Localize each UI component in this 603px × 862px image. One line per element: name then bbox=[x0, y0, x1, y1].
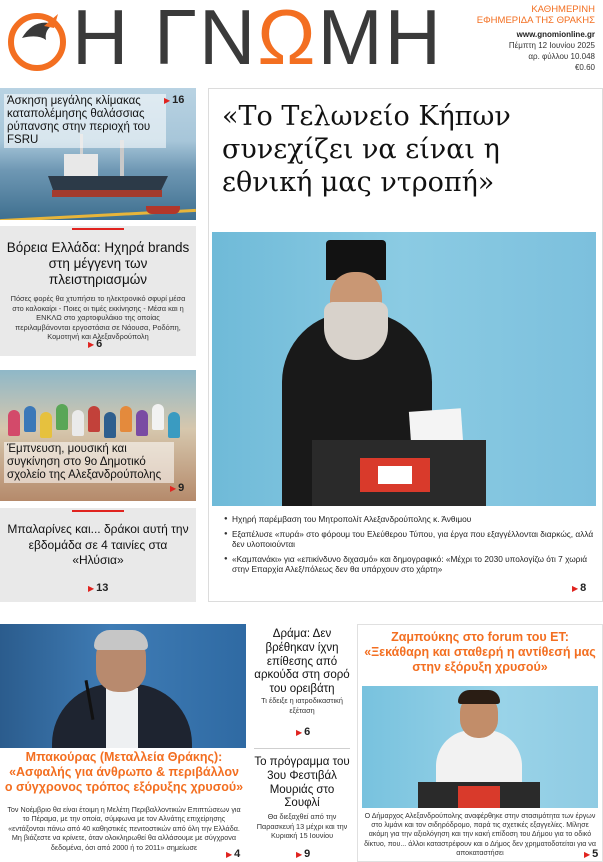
auctions-story-page: ▶ 6 bbox=[88, 338, 103, 350]
child-figure bbox=[56, 404, 68, 430]
child-figure bbox=[88, 406, 100, 432]
mayor-hair bbox=[458, 690, 500, 704]
drama-story-page: ▶ 6 bbox=[296, 726, 311, 738]
child-figure bbox=[104, 412, 116, 438]
school-story-caption[interactable]: Έμπνευση, μουσική και συγκίνηση στο 9ο Δημοτικό σχολείο της Αλεξανδρούπολης bbox=[4, 442, 174, 483]
bakouras-story-title[interactable]: Μπακούρας (Μεταλλεία Θράκης): «Ασφαλής για άνθρωπο & περιβάλλον ο σύγχρονος τρόπος εξόρυξης χρυσού» bbox=[4, 750, 244, 794]
drama-story-body: Τι έδειξε η ιατροδικαστική εξέταση bbox=[261, 696, 343, 715]
page-arrow-icon: ▶ bbox=[584, 850, 591, 859]
child-figure bbox=[168, 412, 180, 438]
ship-hull-stripe bbox=[52, 190, 162, 197]
school-story-page: ▶ 9 bbox=[170, 482, 185, 494]
main-bullets bbox=[224, 514, 594, 579]
child-figure bbox=[24, 406, 36, 432]
lectern-logo-icon bbox=[458, 786, 500, 808]
child-figure bbox=[152, 404, 164, 430]
ship-story-page: ▶ 16 bbox=[164, 94, 185, 106]
main-bullet: ● Εξαπέλυσε «πυρά» στο φόρουμ του Ελεύθερου Τύπου, για έργα που εξαγγέλλονται διαρκώς, αλλά δεν υλοποιούνται bbox=[224, 529, 594, 550]
page-arrow-icon: ▶ bbox=[296, 728, 303, 737]
main-story-page: ▶ 8 bbox=[572, 582, 587, 594]
page-arrow-icon: ▶ bbox=[572, 584, 579, 593]
drama-story-title[interactable]: Δράμα: Δεν βρέθηκαν ίχνη επίθεσης από αρκούδα στη σορό του ορειβάτη bbox=[254, 628, 350, 696]
main-bullet: ● Ηχηρή παρέμβαση του Μητροπολίτ Αλεξανδρούπολης κ. Άνθιμου bbox=[224, 514, 594, 525]
festival-story-title[interactable]: Το πρόγραμμα του 3ου Φεστιβάλ Μουριάς στο Σουφλί bbox=[254, 756, 350, 810]
child-figure bbox=[8, 410, 20, 436]
page-arrow-icon: ▶ bbox=[296, 850, 303, 859]
zampoukis-story-body: Ο Δήμαρχος Αλεξανδρούπολης αναφέρθηκε στην στασιμότητα των έργων στο λιμάνι και τον σιδηρόδρομο, παρά τις σχετικές εξαγγελίες. Μίλησε ακόμη για την αξιολόγηση και την κακή επίδοση του Δήμου για το οδικό δίκτυο, που... άλλοι καταστρέφουν και ο Δήμος δεν χρηματοδοτείται για να αποκαταστήσει bbox=[364, 812, 596, 857]
cinema-story-title[interactable]: Μπαλαρίνες και... δράκοι αυτή την εβδομάδα σε 4 ταινίες στα «Ηλύσια» bbox=[7, 522, 189, 567]
lectern-logo-icon bbox=[360, 458, 430, 492]
page-arrow-icon: ▶ bbox=[164, 96, 171, 105]
child-figure bbox=[136, 410, 148, 436]
cinema-story-page: ▶ 13 bbox=[88, 582, 109, 594]
auctions-story-body: Πόσες φορές θα χτυπήσει το ηλεκτρονικό σφυρί μέσα στο καλοκαίρι - Ποιες οι τιμές εκκίνησης - Μέσα και η ΕΝΚΛΩ στο χαρτοφυλάκιο της οποίας περιλαμβάνονται εργοστάσια σε Νάουσα, Ροδόπη, Κομοτηνή και Αλεξανδρούπολη bbox=[10, 294, 186, 342]
website-link[interactable]: www.gnomionline.gr bbox=[516, 30, 595, 39]
bird-logo-icon bbox=[4, 4, 70, 74]
main-headline[interactable]: «Το Τελωνείο Κήπων συνεχίζει να είναι η εθνική μας ντροπή» bbox=[222, 101, 511, 198]
child-figure bbox=[40, 412, 52, 438]
bakouras-photo[interactable] bbox=[0, 624, 246, 748]
main-bullet: ● «Καμπανάκι» για «επικίνδυνο διχασμό» και δημογραφικό: «Μέχρι το 2030 υπολογίζω ότι 7 χωριά στην Επαρχία Αλεξ/πόλεως δεν θα υπάρχουν στο χάρτη» bbox=[224, 554, 594, 575]
metropolitan-photo[interactable] bbox=[212, 232, 596, 506]
paper-kind-line2: ΕΦΗΜΕΡΙΔΑ ΤΗΣ ΘΡΑΚΗΣ bbox=[476, 15, 595, 26]
bakouras-story-body: Τον Νοέμβριο θα είναι έτοιμη η Μελέτη Περιβαλλοντικών Επιπτώσεων για το Πέραμα, με την οποία, σύμφωνα με τον Αλνάτης επιχείρησης «εντάξονται πάνω από 40 καθηστικές πενιτοστικών από όλη την Ελλάδα. Μη βιάζεστε να κρίνετε, όταν ολοκληρωθεί θα αλλάσουμε με σύγχρονα δεδομένα, όσι από 2000 ή το 2011» σημείωσε bbox=[7, 805, 241, 852]
paper-info bbox=[477, 4, 595, 73]
festival-story-page: ▶ 9 bbox=[296, 848, 311, 860]
page-arrow-icon: ▶ bbox=[170, 484, 177, 493]
ship-story-caption[interactable]: Άσκηση μεγάλης κλίμακας καταπολέμησης θαλάσσιας ρύπανσης στην περιοχή του FSRU bbox=[4, 94, 166, 148]
man-hair bbox=[94, 630, 148, 650]
issue-number: αρ. φύλλου 10.048 bbox=[528, 52, 595, 61]
child-figure bbox=[120, 406, 132, 432]
page-arrow-icon: ▶ bbox=[88, 340, 95, 349]
child-figure bbox=[72, 410, 84, 436]
tug-boat bbox=[146, 206, 180, 214]
red-rule bbox=[72, 228, 124, 230]
divider bbox=[254, 748, 350, 749]
festival-story-body: Θα διεξαχθεί από την Παρασκευή 13 μέχρι και την Κυριακή 15 Ιουνίου bbox=[256, 812, 348, 841]
page-arrow-icon: ▶ bbox=[226, 850, 233, 859]
zampoukis-photo[interactable] bbox=[362, 686, 598, 808]
red-rule bbox=[72, 510, 124, 512]
zampoukis-story-title[interactable]: Ζαμπούκης στο forum του ΕΤ: «Ξεκάθαρη και σταθερή η αντίθεσή μας στην εξόρυξη χρυσού» bbox=[364, 630, 596, 674]
paper-kind-line1: ΚΑΘΗΜΕΡΙΝΗ bbox=[531, 4, 595, 15]
newspaper-title: Η ΓΝΩΜΗ bbox=[72, 0, 443, 81]
masthead bbox=[0, 0, 603, 80]
page-arrow-icon: ▶ bbox=[88, 584, 95, 593]
bakouras-story-page: ▶ 4 bbox=[226, 848, 241, 860]
ship-bridge bbox=[64, 154, 98, 176]
auctions-story-title[interactable]: Βόρεια Ελλάδα: Ηχηρά brands στη μέγγενη των πλειστηριασμών bbox=[6, 240, 190, 287]
price: €0.60 bbox=[574, 63, 595, 72]
issue-date: Πέμπτη 12 Ιουνίου 2025 bbox=[508, 41, 595, 50]
zampoukis-story-page: ▶ 5 bbox=[584, 848, 599, 860]
man-shirt bbox=[106, 688, 138, 748]
